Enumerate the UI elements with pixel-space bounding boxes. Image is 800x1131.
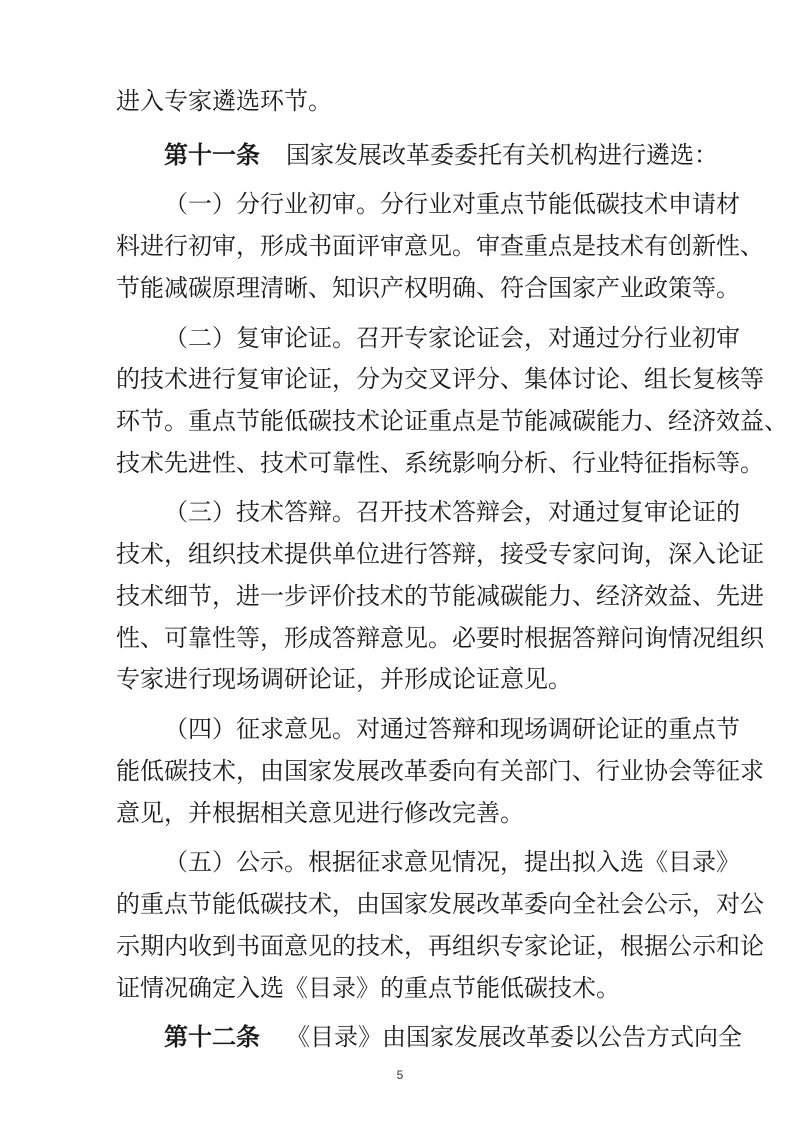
line-text: （三）技术答辩。召开技术答辩会，对通过复审论证的: [164, 498, 740, 526]
line-text: （一）分行业初审。分行业对重点节能低碳技术申请材: [164, 190, 740, 218]
article-12-heading: 第十二条: [164, 1022, 260, 1051]
article-11-heading: 第十一条: [164, 140, 260, 169]
text-line-5: [116, 268, 740, 308]
article-11-text: 国家发展改革委委托有关机构进行遴选：: [286, 141, 718, 169]
text-line-20: [116, 926, 764, 966]
article-11-line: [164, 135, 718, 175]
article-12-text: 《目录》由国家发展改革委以公告方式向全: [286, 1023, 742, 1051]
text-line-11: [116, 534, 764, 574]
line-text: 能低碳技术，由国家发展改革委向有关部门、行业协会等征求: [116, 757, 764, 785]
line-text: 节能减碳原理清晰、知识产权明确、符合国家产业政策等。: [116, 274, 740, 302]
line-text: （二）复审论证。召开专家论证会，对通过分行业初审: [164, 324, 740, 352]
text-line-15: [164, 709, 740, 749]
line-text: （五）公示。根据征求意见情况，提出拟入选《目录》: [164, 848, 740, 876]
line-text: 环节。重点节能低碳技术论证重点是节能减碳能力、经济效益、: [116, 407, 788, 435]
line-text: 的技术进行复审论证，分为交叉评分、集体讨论、组长复核等: [116, 365, 764, 393]
line-text: 进入专家遴选环节。: [116, 87, 332, 115]
line-text: 性、可靠性等，形成答辩意见。必要时根据答辩问询情况组织: [116, 624, 764, 652]
text-line-17: [116, 793, 690, 833]
text-line-4: [116, 226, 764, 266]
text-line-19: [116, 884, 764, 924]
text-line-12: [116, 576, 764, 616]
text-line-6: [164, 318, 740, 358]
page-number: 5: [396, 1068, 404, 1082]
line-text: 技术，组织技术提供单位进行答辩，接受专家问询，深入论证: [116, 540, 764, 568]
text-line-3: [164, 184, 740, 224]
line-text: 料进行初审，形成书面评审意见。审查重点是技术有创新性、: [116, 232, 764, 260]
text-line-18: [164, 842, 740, 882]
text-line-7: [116, 359, 764, 399]
line-text: 技术细节，进一步评价技术的节能减碳能力、经济效益、先进: [116, 582, 764, 610]
line-text: 专家进行现场调研论证，并形成论证意见。: [116, 665, 572, 693]
text-line-13: [116, 618, 764, 658]
line-text: 意见，并根据相关意见进行修改完善。: [116, 799, 524, 827]
text-line-10: [164, 492, 740, 532]
line-text: 证情况确定入选《目录》的重点节能低碳技术。: [116, 974, 620, 1002]
text-line-14: [116, 659, 690, 699]
text-line-21: [116, 968, 690, 1008]
line-text: 示期内收到书面意见的技术，再组织专家论证，根据公示和论: [116, 932, 764, 960]
line-text: 技术先进性、技术可靠性、系统影响分析、行业特征指标等。: [116, 449, 764, 477]
text-line-8: [116, 401, 788, 441]
line-text: （四）征求意见。对通过答辩和现场调研论证的重点节: [164, 715, 740, 743]
article-12-line: [164, 1017, 742, 1057]
text-line-16: [116, 751, 764, 791]
text-line-9: [116, 443, 764, 483]
line-text: 的重点节能低碳技术，由国家发展改革委向全社会公示，对公: [116, 890, 764, 918]
text-line-1: [116, 81, 690, 121]
